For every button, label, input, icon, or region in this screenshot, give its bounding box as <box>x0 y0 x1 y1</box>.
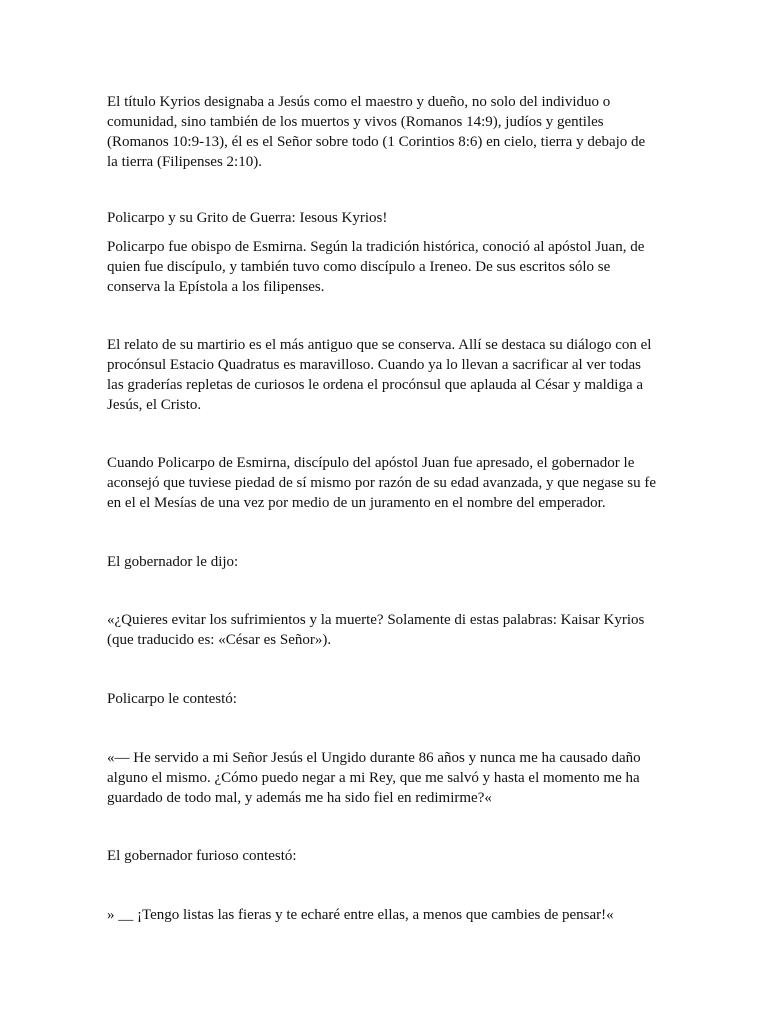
heading-line: Policarpo y su Grito de Guerra: Iesous Kyrios! <box>107 210 388 226</box>
text-line: la tierra (Filipenses 2:10). <box>107 154 262 170</box>
text-line: (Romanos 10:9-13), él es el Señor sobre todo (1 Corintios 8:6) en cielo, tierra y debajo de <box>107 134 646 150</box>
paragraph-kyrios-title <box>107 92 667 172</box>
text-line: Policarpo le contestó: <box>107 691 237 707</box>
paragraph-gobernador-furioso <box>107 846 667 866</box>
text-line: alguno el mismo. ¿Cómo puedo negar a mi Rey, que me salvó y hasta el momento me ha <box>107 770 640 786</box>
text-line: conserva la Epístola a los filipenses. <box>107 279 325 295</box>
paragraph-policarpo-contesto <box>107 689 667 709</box>
paragraph-quote-servido <box>107 748 667 808</box>
text-line: «— He servido a mi Señor Jesús el Ungido durante 86 años y nunca me ha causado daño <box>107 750 641 766</box>
text-line: procónsul Estacio Quadratus es maravilloso. Cuando ya lo llevan a sacrificar al ver todas <box>107 357 641 373</box>
text-line: Cuando Policarpo de Esmirna, discípulo del apóstol Juan fue apresado, el gobernador le <box>107 455 635 471</box>
text-line: comunidad, sino también de los muertos y vivos (Romanos 14:9), judíos y gentiles <box>107 114 604 130</box>
text-line: El gobernador furioso contestó: <box>107 848 297 864</box>
text-line: (que traducido es: «César es Señor»). <box>107 632 332 648</box>
paragraph-policarpo-obispo <box>107 237 667 297</box>
section-heading-policarpo <box>107 208 667 228</box>
paragraph-gobernador-dijo <box>107 552 667 572</box>
paragraph-martirio <box>107 335 667 415</box>
text-line: El título Kyrios designaba a Jesús como el maestro y dueño, no solo del individuo o <box>107 94 611 110</box>
text-line: guardado de todo mal, y además me ha sido fiel en redimirme?« <box>107 790 492 806</box>
text-line: en el el Mesías de una vez por medio de un juramento en el nombre del emperador. <box>107 495 606 511</box>
text-line: El relato de su martirio es el más antiguo que se conserva. Allí se destaca su diálogo con el <box>107 337 652 353</box>
paragraph-quote-fieras <box>107 905 667 925</box>
text-line: Policarpo fue obispo de Esmirna. Según la tradición histórica, conoció al apóstol Juan, de <box>107 239 645 255</box>
text-line: » __ ¡Tengo listas las fieras y te echaré entre ellas, a menos que cambies de pensar!« <box>107 907 614 923</box>
paragraph-quote-kaisar <box>107 610 667 650</box>
text-line: quien fue discípulo, y también tuvo como discípulo a Ireneo. De sus escritos sólo se <box>107 259 611 275</box>
paragraph-apresado <box>107 453 667 513</box>
text-line: «¿Quieres evitar los sufrimientos y la muerte? Solamente di estas palabras: Kaisar Kyrios <box>107 612 645 628</box>
text-line: las graderías repletas de curiosos le ordena el procónsul que aplauda al César y maldiga a <box>107 377 644 393</box>
text-line: aconsejó que tuviese piedad de sí mismo por razón de su edad avanzada, y que negase su fe <box>107 475 656 491</box>
text-line: El gobernador le dijo: <box>107 554 239 570</box>
text-line: Jesús, el Cristo. <box>107 397 202 413</box>
